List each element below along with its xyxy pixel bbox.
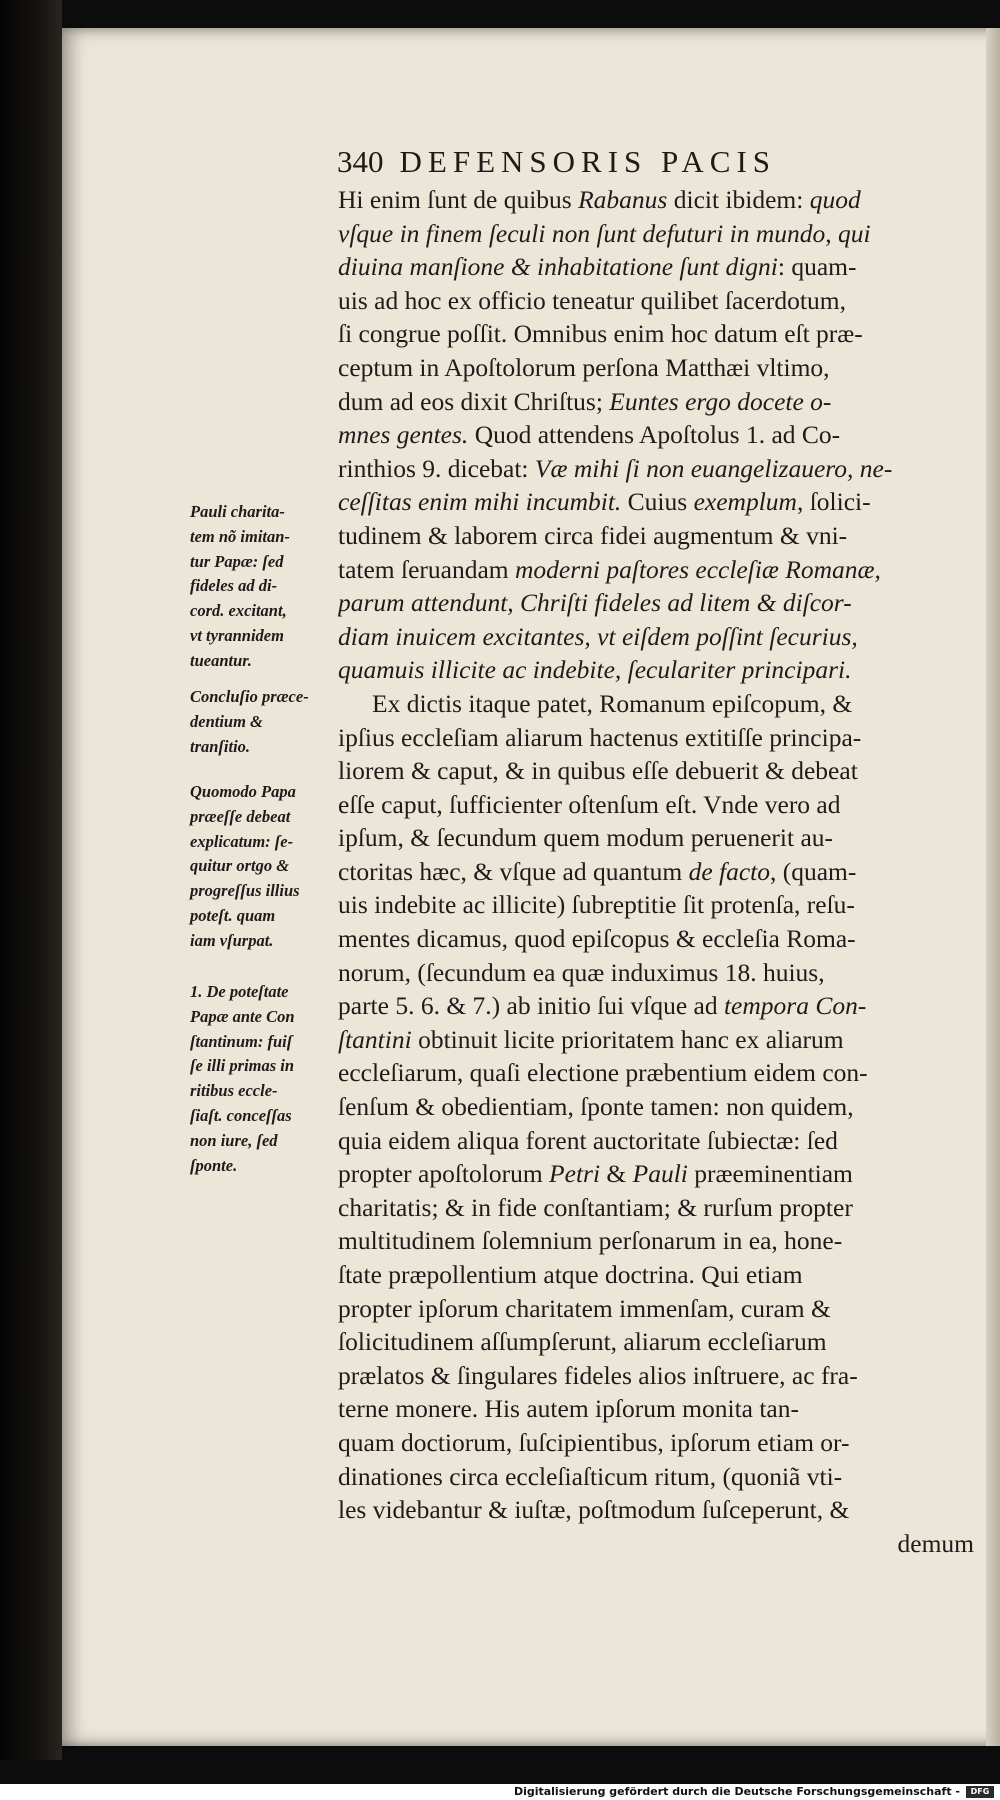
marginal-line: ſe illi primas in [190,1056,295,1076]
marginal-line: ſtantinum: fuiſ [190,1031,293,1051]
text-line: liorem & caput, & in quibus eſſe debuerit & debeat [338,756,858,786]
marginal-line: ſiaſt. conceſſas [190,1105,292,1125]
marginal-line: dentium & [190,711,263,731]
text-line: parum attendunt, Chriſti fideles ad litem & diſcor- [338,588,852,618]
marginal-line: 1. De poteſtate [190,982,289,1001]
text-line: ſtantini obtinuit licite prioritatem hanc ex aliarum [338,1024,844,1054]
text-line: multitudinem ſolemnium perſonarum in ea, hone- [338,1226,843,1256]
text-line: ipſius eccleſiam aliarum hactenus extitiſſe principa- [338,722,862,752]
page-right-edge [986,28,1000,1746]
marginal-line: tranſitio. [190,736,251,756]
text-line: eſſe caput, ſufficienter oſtenſum eſt. Vnde vero ad [338,789,841,819]
text-line: propter ipſorum charitatem immenſam, curam & [338,1293,831,1323]
text-line: vſque in finem ſeculi non ſunt defuturi in mundo, qui [338,218,871,248]
marginal-note-pauli [190,500,332,674]
text-line: ceſſitas enim mihi incumbit. Cuius exemplum, ſolici- [338,487,871,517]
marginal-line: tur Papæ: ſed [190,551,284,571]
marginal-line: quitur ortgo & [190,856,290,876]
marginal-line: ſponte. [190,1155,238,1175]
dfg-logo: DFG [966,1786,994,1798]
footer-bar [0,1784,1000,1800]
text-line: ipſum, & ſecundum quem modum peruenerit au- [338,823,834,853]
text-line: ſtate præpollentium atque doctrina. Qui etiam [338,1260,803,1289]
text-line: charitatis; & in fide conſtantiam; & rurſum propter [338,1192,853,1222]
text-line: ſenſum & obedientiam, ſponte tamen: non quidem, [338,1092,854,1122]
text-line: quia eidem aliqua forent auctoritate ſubiectæ: ſed [338,1125,838,1155]
marginal-line: fideles ad di- [190,576,278,596]
text-line: prælatos & ſingulares fideles alios inſtruere, ac fra- [338,1360,858,1390]
text-line: norum, (ſecundum ea quæ induximus 18. huius, [338,957,825,987]
text-line: uis ad hoc ex officio teneatur quilibet ſacerdotum, [338,285,846,315]
text-line: propter apoſtolorum Petri & Pauli præeminentiam [338,1159,853,1189]
text-line: uis indebite ac illicite) ſubreptitie ſit protenſa, reſu- [338,890,855,920]
scan-left-edge [0,0,62,1760]
text-line: ctoritas hæc, & vſque ad quantum de facto, (quam- [338,856,857,886]
marginal-line: poteſt. quam [190,905,276,925]
main-text-block [338,183,974,1560]
marginal-line: Quomodo Papa [190,782,296,801]
text-line: les videbantur & iuſtæ, poſtmodum ſuſceperunt, & [338,1495,850,1525]
marginal-line: progreſſus illius [190,881,300,901]
text-line: dum ad eos dixit Chriſtus; Euntes ergo docete o- [338,386,832,416]
marginal-line: cord. excitant, [190,601,287,621]
text-line: tatem ſeruandam moderni paſtores eccleſiæ Romanæ, [338,554,881,584]
page-number: 340 [337,144,384,179]
text-line: mentes dicamus, quod epiſcopus & eccleſia Roma- [338,924,856,954]
text-line: Hi enim ſunt de quibus Rabanus dicit ibidem: quod [338,185,861,214]
text-line: mnes gentes. Quod attendens Apoſtolus 1. ad Co- [338,420,841,450]
text-line: ceptum in Apoſtolorum perſona Matthæi vltimo, [338,352,830,382]
text-line: demum [897,1528,974,1558]
marginal-line: non iure, ſed [190,1130,278,1150]
text-line: tudinem & laborem circa fidei augmentum & vni- [338,520,848,550]
text-line: diam inuicem excitantes, vt eiſdem poſſint ſecurius, [338,621,858,651]
marginal-line: vt tyrannidem [190,625,284,645]
text-line: eccleſiarum, quaſi electione præbentium eidem con- [338,1058,868,1088]
marginal-note-quomodo [190,780,332,954]
marginal-note-conclusio [190,685,332,759]
text-line: terne monere. His autem ipſorum monita tan- [338,1394,799,1424]
running-head [337,144,957,180]
text-line: ſi congrue poſſit. Omnibus enim hoc datum eſt præ- [338,319,863,349]
text-line: parte 5. 6. & 7.) ab initio ſui vſque ad tempora Con- [338,991,867,1021]
marginal-line: ritibus eccle- [190,1081,278,1101]
marginal-line: Concluſio præce- [190,687,309,706]
marginal-line: præeſſe debeat [190,806,291,826]
running-title: DEFENSORIS PACIS [399,144,777,179]
text-line: quam doctiorum, ſuſcipientibus, ipſorum etiam or- [338,1427,850,1457]
text-line: quamuis illicite ac indebite, ſeculariter principari. [338,655,852,685]
text-line: Ex dictis itaque patet, Romanum epiſcopum, & [372,688,853,718]
footer-credit: Digitalisierung gefördert durch die Deutsche Forschungsgemeinschaft - [513,1785,960,1798]
marginal-line: explicatum: ſe- [190,831,294,851]
text-line: ſolicitudinem aſſumpſerunt, aliarum eccleſiarum [338,1327,827,1357]
text-line: rinthios 9. dicebat: Væ mihi ſi non euangelizauero, ne- [338,453,893,483]
marginal-note-potestate [190,980,332,1178]
marginal-line: tueantur. [190,650,252,670]
marginal-line: Pauli charita- [190,502,285,521]
text-line: dinationes circa eccleſiaſticum ritum, (quoniã vti- [338,1461,843,1491]
marginal-line: iam vſurpat. [190,930,274,950]
marginal-line: Papæ ante Con [190,1006,295,1026]
marginal-line: tem nõ imitan- [190,526,290,546]
text-line: diuina manſione & inhabitatione ſunt digni: quam- [338,252,857,282]
